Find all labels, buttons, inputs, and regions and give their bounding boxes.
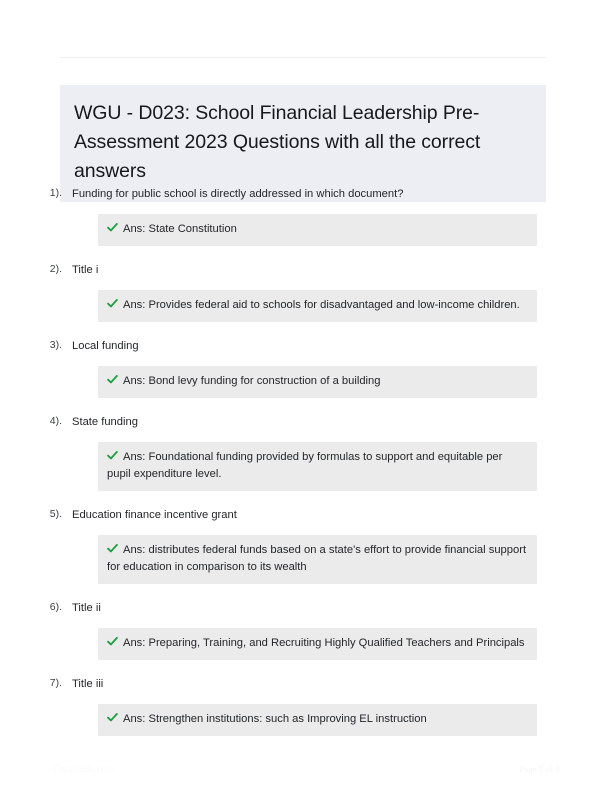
answer-box <box>98 535 537 584</box>
footer-page-number: Page 1 of 9 <box>519 764 560 774</box>
question-answer-list <box>0 186 606 752</box>
answer-box <box>98 442 537 491</box>
check-icon <box>107 450 118 461</box>
qa-item <box>0 338 606 398</box>
answer-line <box>107 711 528 728</box>
answer-text: Ans: Provides federal aid to schools for disadvantaged and low-income children. <box>123 299 520 311</box>
answer-box <box>98 366 537 398</box>
answer-text: Ans: Preparing, Training, and Recruiting Highly Qualified Teachers and Principals <box>123 637 525 649</box>
answer-line <box>107 373 528 390</box>
check-icon <box>107 543 118 554</box>
question-number: 3). <box>49 339 62 351</box>
check-icon <box>107 636 118 647</box>
question-row <box>0 676 606 693</box>
answer-line <box>107 221 528 238</box>
qa-item <box>0 676 606 736</box>
footer-watermark: PaperStic.com <box>54 764 114 774</box>
question-row <box>0 507 606 524</box>
answer-text: Ans: distributes federal funds based on a state's effort to provide financial support for education in comparison to its wealth <box>107 544 527 573</box>
page-title: WGU - D023: School Financial Leadership Pre-Assessment 2023 Questions with all the correct answers <box>60 85 546 202</box>
question-row <box>0 338 606 355</box>
answer-line <box>107 297 528 314</box>
question-text: Title iii <box>72 678 104 690</box>
question-number: 6). <box>49 601 62 613</box>
question-text: Title i <box>72 264 99 276</box>
answer-text: Ans: Strengthen institutions: such as Improving EL instruction <box>123 713 427 725</box>
answer-box <box>98 214 537 246</box>
answer-line <box>107 449 528 483</box>
page-footer <box>0 756 606 800</box>
answer-text: Ans: Bond levy funding for construction of a building <box>123 375 381 387</box>
qa-item <box>0 507 606 584</box>
question-row <box>0 262 606 279</box>
question-number: 5). <box>49 508 62 520</box>
question-text: Local funding <box>72 340 139 352</box>
question-text: Title ii <box>72 602 101 614</box>
question-text: State funding <box>72 416 138 428</box>
check-icon <box>107 712 118 723</box>
answer-box <box>98 704 537 736</box>
question-row <box>0 186 606 203</box>
answer-line <box>107 635 528 652</box>
question-number: 2). <box>49 263 62 275</box>
question-number: 1). <box>49 187 62 199</box>
answer-box <box>98 628 537 660</box>
question-number: 4). <box>49 415 62 427</box>
qa-item <box>0 600 606 660</box>
check-icon <box>107 374 118 385</box>
qa-item <box>0 414 606 491</box>
qa-item <box>0 262 606 322</box>
question-number: 7). <box>49 677 62 689</box>
answer-box <box>98 290 537 322</box>
header-divider <box>60 57 546 58</box>
question-row <box>0 600 606 617</box>
question-row <box>0 414 606 431</box>
answer-line <box>107 542 528 576</box>
qa-item <box>0 186 606 246</box>
answer-text: Ans: Foundational funding provided by formulas to support and equitable per pupil expenditure level. <box>107 451 503 480</box>
check-icon <box>107 222 118 233</box>
question-text: Funding for public school is directly addressed in which document? <box>72 188 404 200</box>
check-icon <box>107 298 118 309</box>
question-text: Education finance incentive grant <box>72 509 237 521</box>
answer-text: Ans: State Constitution <box>123 223 237 235</box>
